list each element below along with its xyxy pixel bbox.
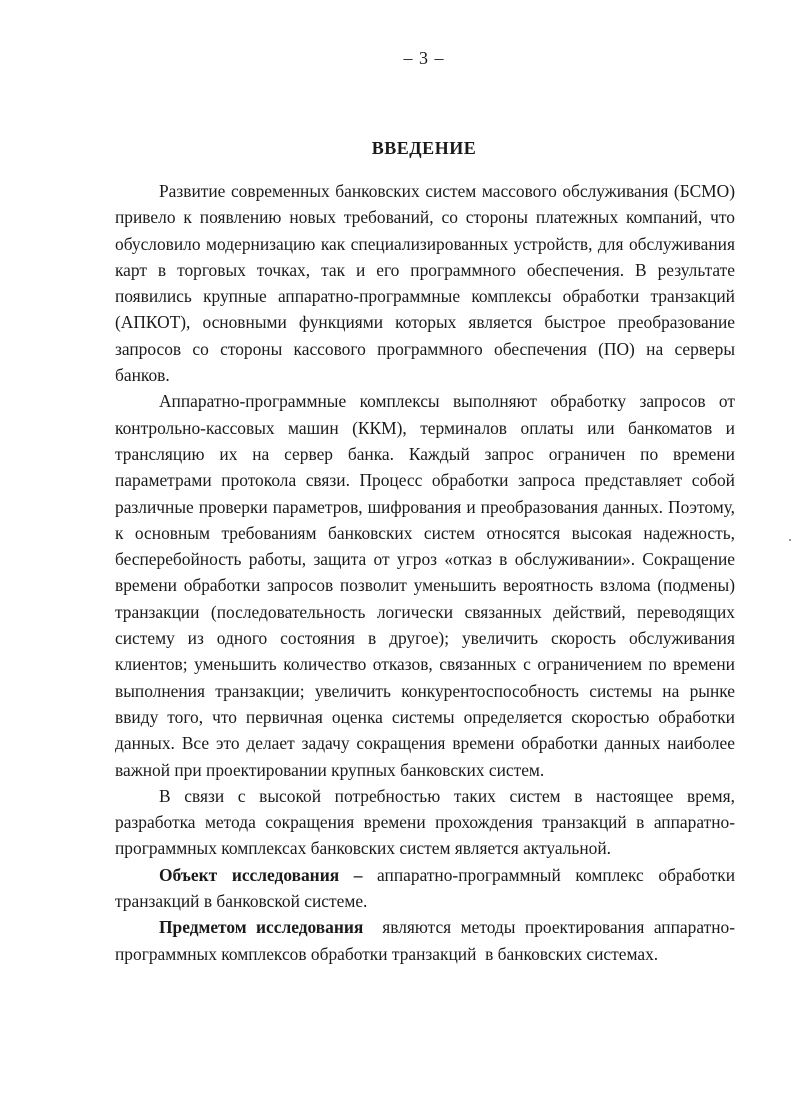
page-number: – 3 –: [403, 48, 445, 68]
paragraph-1: Развитие современных банковских систем массового обслуживания (БСМО) привело к появлению новых требований, со стороны платежных компаний, что обусловило модернизацию как специализированных устройств, для обслуживания карт в торговых точках, так и его программного обеспечения. В результате появились крупные аппаратно-программные комплексы обработки транзакций (АПКОТ), основными функциями которых является быстрое преобразование запросов со стороны кассового программного обеспечения (ПО) на серверы банков.: [115, 181, 735, 386]
research-object-paragraph: [115, 862, 735, 915]
body-text: [115, 178, 735, 967]
paragraph-2: Аппаратно-программные комплексы выполняют обработку запросов от контрольно-кассовых машин (ККМ), терминалов оплаты или банкоматов и трансляцию их на сервер банка. Каждый запрос ограничен по времени параметрами протокола связи. Процесс обработки запроса представляет собой различные проверки параметров, шифрования и преобразования данных. Поэтому, к основным требованиям банковских систем относятся высокая надежность, бесперебойность работы, защита от угроз «отказ в обслуживании». Сокращение времени обработки запросов позволит уменьшить вероятность взлома (подмены) транзакции (последовательность логически связанных действий, переводящих систему из одного состояния в другое); увеличить скорость обслуживания клиентов; уменьшить количество отказов, связанных с ограничением по времени выполнения транзакции; увеличить конкурентоспособность системы на рынке ввиду того, что первичная оценка системы определяется скоростью обработки данных. Все это делает задачу сокращения времени обработки данных наиболее важной при проектировании крупных банковских систем.: [115, 391, 735, 780]
research-subject-label: Предметом исследования: [159, 917, 364, 938]
scan-speck: [789, 539, 791, 541]
section-heading: ВВЕДЕНИЕ: [371, 138, 477, 158]
research-object-label: Объект исследования –: [159, 864, 363, 885]
research-subject-text: являются методы проектирования аппаратно-программных комплексов обработки транзакций в банковских системах.: [115, 917, 735, 964]
research-subject-paragraph: [115, 914, 735, 967]
paragraph-3: В связи с высокой потребностью таких систем в настоящее время, разработка метода сокращения времени прохождения транзакций в аппаратно-программных комплексах банковских систем является актуальной.: [115, 785, 735, 859]
research-object-text: аппаратно-программный комплекс обработки транзакций в банковской системе.: [115, 864, 735, 912]
